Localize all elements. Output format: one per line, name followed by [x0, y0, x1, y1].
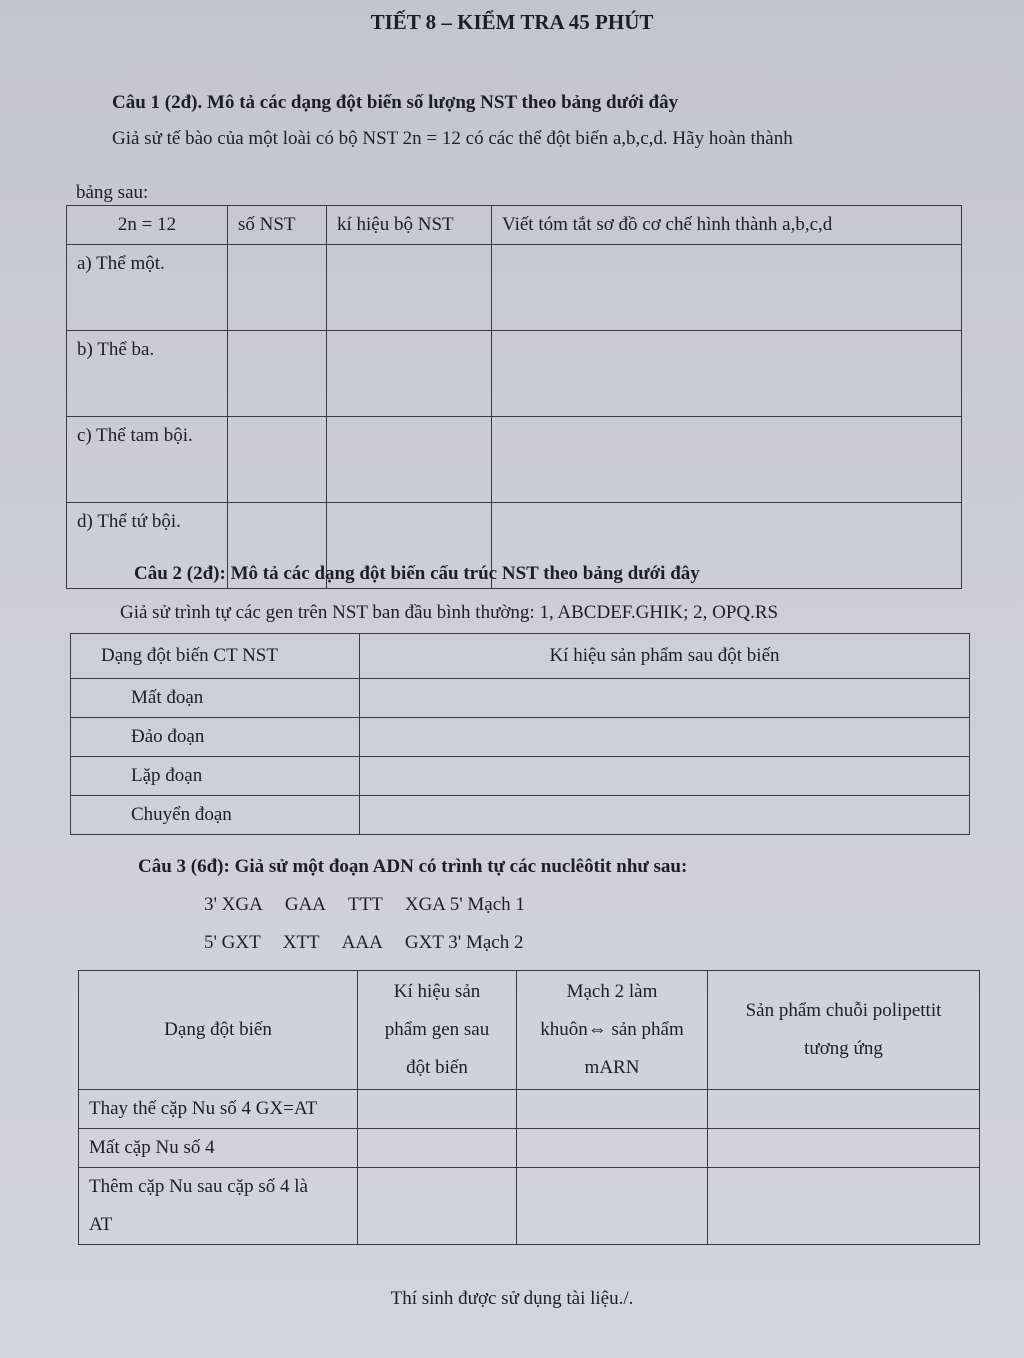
t2-row-label: Chuyển đoạn: [71, 796, 360, 835]
t1-row-label: d) Thể tứ bội.: [67, 503, 228, 589]
t2-cell-blank[interactable]: [360, 757, 970, 796]
t3-header-line: Sản phẩm chuỗi polipettit: [745, 1000, 942, 1021]
codon: 5' GXT: [204, 932, 261, 953]
t1-row-label: c) Thể tam bội.: [67, 417, 228, 503]
t3-cell-blank[interactable]: [708, 1129, 980, 1168]
table-2: [70, 633, 970, 835]
question-2-text: Giả sử trình tự các gen trên NST ban đầu bình thường: 1, ABCDEF.GHIK; 2, OPQ.RS: [120, 602, 779, 623]
t3-cell-blank[interactable]: [708, 1090, 980, 1129]
t1-header-so-do: Viết tóm tắt sơ đồ cơ chế hình thành a,b,c,d: [492, 206, 962, 245]
footer-note: Thí sinh được sử dụng tài liệu./.: [390, 1288, 634, 1309]
table-row: [67, 331, 962, 417]
t3-header-line: tương ứng: [804, 1038, 883, 1059]
t3-header-dang: Dạng đột biến: [79, 971, 358, 1090]
t1-row-label: a) Thể một.: [67, 245, 228, 331]
table-2-header: [71, 634, 970, 679]
t3-header-san-pham: [708, 971, 980, 1090]
t1-cell-blank[interactable]: [327, 417, 492, 503]
codon: XTT: [282, 932, 320, 953]
strand-2: [204, 932, 545, 954]
t3-header-line: phẩm gen sau: [384, 1019, 490, 1040]
codon: GAA: [284, 894, 327, 915]
t3-header-line: khuôn⇔ sản phẩm: [540, 1019, 684, 1040]
t2-row-label: Mất đoạn: [71, 679, 360, 718]
t2-header-ki-hieu: Kí hiệu sản phẩm sau đột biến: [360, 634, 970, 679]
t3-header-line: Mạch 2 làm: [566, 981, 658, 1002]
t1-cell-blank[interactable]: [327, 331, 492, 417]
t2-cell-blank[interactable]: [360, 718, 970, 757]
t3-row-label: [79, 1168, 358, 1245]
t3-header-line: mARN: [584, 1057, 640, 1078]
table-row: [71, 796, 970, 835]
t1-header-so-nst: số NST: [228, 206, 327, 245]
t3-cell-blank[interactable]: [517, 1168, 708, 1245]
t3-header-ki-hieu: [358, 971, 517, 1090]
table-row: [67, 417, 962, 503]
table-1-header: [67, 206, 962, 245]
page-title: TIẾT 8 – KIỂM TRA 45 PHÚT: [370, 10, 654, 34]
table-3-header: [79, 971, 980, 1090]
table-row: [71, 757, 970, 796]
t3-cell-blank[interactable]: [517, 1129, 708, 1168]
t3-row-label-line: AT: [89, 1214, 113, 1235]
table-row: [79, 1090, 980, 1129]
codon: TTT: [348, 894, 383, 915]
t1-header-ki-hieu: kí hiệu bộ NST: [327, 206, 492, 245]
t1-header-2n: 2n = 12: [67, 206, 228, 245]
t3-cell-blank[interactable]: [358, 1168, 517, 1245]
t3-header-line: đột biến: [406, 1057, 468, 1078]
t1-row-label: b) Thể ba.: [67, 331, 228, 417]
codon: GXT 3' Mạch 2: [404, 932, 524, 953]
t3-row-label: Thay thế cặp Nu số 4 GX=AT: [79, 1090, 358, 1129]
t3-cell-blank[interactable]: [358, 1129, 517, 1168]
table-row: [79, 1168, 980, 1245]
t1-cell-blank[interactable]: [228, 245, 327, 331]
table-row: [79, 1129, 980, 1168]
t3-row-label-line: Thêm cặp Nu sau cặp số 4 là: [89, 1176, 308, 1197]
table-row: [67, 245, 962, 331]
codon: XGA 5' Mạch 1: [404, 894, 525, 915]
t2-header-dang: Dạng đột biến CT NST: [71, 634, 360, 679]
t1-cell-blank[interactable]: [327, 245, 492, 331]
question-1-text-cont: bảng sau:: [76, 182, 149, 203]
table-row: [71, 718, 970, 757]
strand-1: [204, 894, 547, 916]
t1-cell-blank[interactable]: [228, 331, 327, 417]
t2-cell-blank[interactable]: [360, 679, 970, 718]
t1-cell-blank[interactable]: [492, 245, 962, 331]
t3-cell-blank[interactable]: [358, 1090, 517, 1129]
t3-cell-blank[interactable]: [517, 1090, 708, 1129]
question-1-heading: Câu 1 (2đ). Mô tả các dạng đột biến số lượng NST theo bảng dưới đây: [112, 92, 679, 113]
table-row: [71, 679, 970, 718]
t2-cell-blank[interactable]: [360, 796, 970, 835]
t3-row-label: Mất cặp Nu số 4: [79, 1129, 358, 1168]
t1-cell-blank[interactable]: [492, 417, 962, 503]
question-3-heading: Câu 3 (6đ): Giả sử một đoạn ADN có trình tự các nuclêôtit như sau:: [138, 856, 688, 877]
table-1: [66, 205, 962, 589]
question-2-heading: Câu 2 (2đ): Mô tả các dạng đột biến cấu trúc NST theo bảng dưới đây: [134, 563, 700, 584]
t2-row-label: Đảo đoạn: [71, 718, 360, 757]
question-1-text: Giả sử tế bào của một loài có bộ NST 2n = 12 có các thể đột biến a,b,c,d. Hãy hoàn thành: [112, 128, 793, 149]
t3-header-line: Kí hiệu sản: [393, 981, 481, 1002]
t1-cell-blank[interactable]: [492, 331, 962, 417]
codon: AAA: [341, 932, 383, 953]
t3-cell-blank[interactable]: [708, 1168, 980, 1245]
codon: 3' XGA: [204, 894, 263, 915]
t2-row-label: Lặp đoạn: [71, 757, 360, 796]
t3-header-mach-2: [517, 971, 708, 1090]
t1-cell-blank[interactable]: [228, 417, 327, 503]
table-3: [78, 970, 980, 1245]
